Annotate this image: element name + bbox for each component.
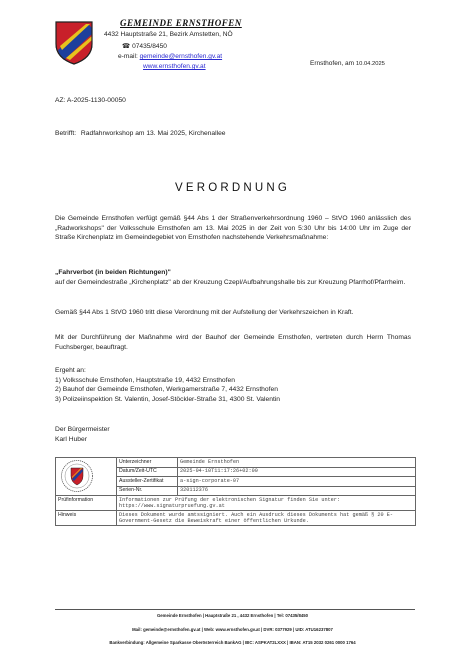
- signature-row: [56, 458, 416, 468]
- document-title: VERORDNUNG: [174, 182, 291, 194]
- signature-row: [56, 511, 416, 526]
- recipient-item: 3) Polizeiinspektion St. Valentin, Josef-Stöckler-Straße 31, 4300 St. Valentin: [55, 395, 281, 403]
- municipality-name: GEMEINDE ERNSTHOFEN: [120, 18, 242, 28]
- footer-bank: Bankverbindung: Allgemeine Sparkasse Oberösterreich BankAG | BIC: ASPKAT2LXXX | IBAN: AT15 2032 0261 0000 1764: [109, 640, 356, 645]
- subject-text: Radfahrworkshop am 13. Mai 2025, Kirchenallee: [80, 130, 226, 137]
- recipients-section: [55, 366, 280, 404]
- phone-line: [122, 42, 167, 50]
- signatory: [55, 425, 110, 444]
- website-link[interactable]: www.ernsthofen.gv.at: [143, 63, 206, 70]
- municipality-address: 4432 Hauptstraße 21, Bezirk Amstetten, NÖ: [104, 31, 233, 38]
- measure-section: [55, 268, 411, 287]
- date-value: 10.04.2025: [355, 61, 385, 67]
- recipient-item: 1) Volksschule Ernsthofen, Hauptstraße 19, 4432 Ernsthofen: [55, 376, 235, 384]
- footer-divider: [55, 609, 415, 610]
- subject-label: Betrifft:: [55, 130, 77, 137]
- footer-contact: Gemeinde Ernsthofen | Hauptstraße 21 , 4432 Ernsthofen | Tel: 07435/8450: [156, 613, 309, 618]
- execution-paragraph: Mit der Durchführung der Maßnahme wird der Bauhof der Gemeinde Ernsthofen, vertreten durch Herrn Thomas Fuchsberger, beauftragt.: [55, 334, 411, 351]
- recipients-list: [55, 376, 280, 405]
- email-line: [118, 53, 222, 60]
- signatory-role: Der Bürgermeister: [55, 426, 110, 433]
- certificate-value: a-sign-corporate-07: [178, 477, 416, 487]
- phone-number: 07435/8450: [132, 43, 167, 50]
- signature-row: [56, 496, 416, 511]
- phone-icon: ☎: [122, 43, 131, 50]
- signatory-name: Karl Huber: [55, 435, 87, 443]
- email-link[interactable]: gemeinde@ernsthofen.gv.at: [139, 53, 223, 60]
- signature-block: [55, 457, 416, 526]
- subject-line: [55, 129, 226, 139]
- seal-cell: [56, 458, 117, 496]
- recipient-item: 2) Bauhof der Gemeinde Ernsthofen, Werkgamerstraße 7, 4432 Ernsthofen: [55, 386, 278, 394]
- intro-paragraph: Die Gemeinde Ernsthofen verfügt gemäß §44 Abs 1 der Straßenverkehrsordnung 1960 – StVO 1960 anlässlich des „Radworkshops" der Volksschule Ernsthofen am 13. Mai 2025 in der Zeit von 5:30 Uhr bis 14:00 Uhr im Zuge der Straße Kirchenplatz im Gemeindegebiet von Ernsthofen nachstehende Verkehrsmaßnahme:: [55, 215, 411, 242]
- date-label: Ernsthofen, am: [310, 60, 355, 67]
- signer-value: Gemeinde Ernsthofen: [178, 458, 416, 468]
- verification-label: Prüfinformation: [56, 496, 117, 511]
- verification-text: Informationen zur Prüfung der elektronischen Signatur finden Sie unter: https://www.signaturpruefung.gv.at: [117, 496, 416, 511]
- notice-label: Hinweis: [56, 511, 117, 526]
- datetime-label: Datum/Zeit-UTC: [117, 467, 178, 477]
- reference-number: AZ: A-2025-1130-00050: [55, 97, 126, 104]
- footer-web: Mail: gemeinde@ernsthofen.gv.at | Web: www.ernsthofen.gv.at | DVR: 0377929 | UID: ATU16237807: [132, 627, 333, 632]
- email-label: e-mail:: [118, 53, 138, 60]
- recipients-label: Ergeht an:: [55, 367, 86, 374]
- measure-text: auf der Gemeindestraße „Kirchenplatz" ab der Kreuzung Czepl/Aufbahrungshalle bis zur Kreuzung Pfarrhof/Pfarrheim.: [55, 278, 406, 286]
- certificate-label: Aussteller-Zertifikat: [117, 477, 178, 487]
- notice-text: Dieses Dokument wurde amtssigniert. Auch ein Ausdruck dieses Dokuments hat gemäß § 20 E-Government-Gesetz die Beweiskraft einer öffentlichen Urkunde.: [117, 511, 416, 526]
- serial-label: Serien-Nr.: [117, 486, 178, 496]
- signer-label: Unterzeichner: [117, 458, 178, 468]
- official-seal-icon: [58, 459, 96, 493]
- coat-of-arms-logo: [54, 20, 94, 65]
- datetime-value: 2025-04-10T11:17:26+02:00: [178, 467, 416, 477]
- serial-value: 320112376: [178, 486, 416, 496]
- measure-heading: „Fahrverbot (in beiden Richtungen)": [55, 269, 171, 276]
- effect-paragraph: Gemäß §44 Abs 1 StVO 1960 tritt diese Verordnung mit der Aufstellung der Verkehrszeichen in Kraft.: [55, 309, 354, 316]
- issue-date: [310, 60, 385, 67]
- website-line: [143, 63, 206, 70]
